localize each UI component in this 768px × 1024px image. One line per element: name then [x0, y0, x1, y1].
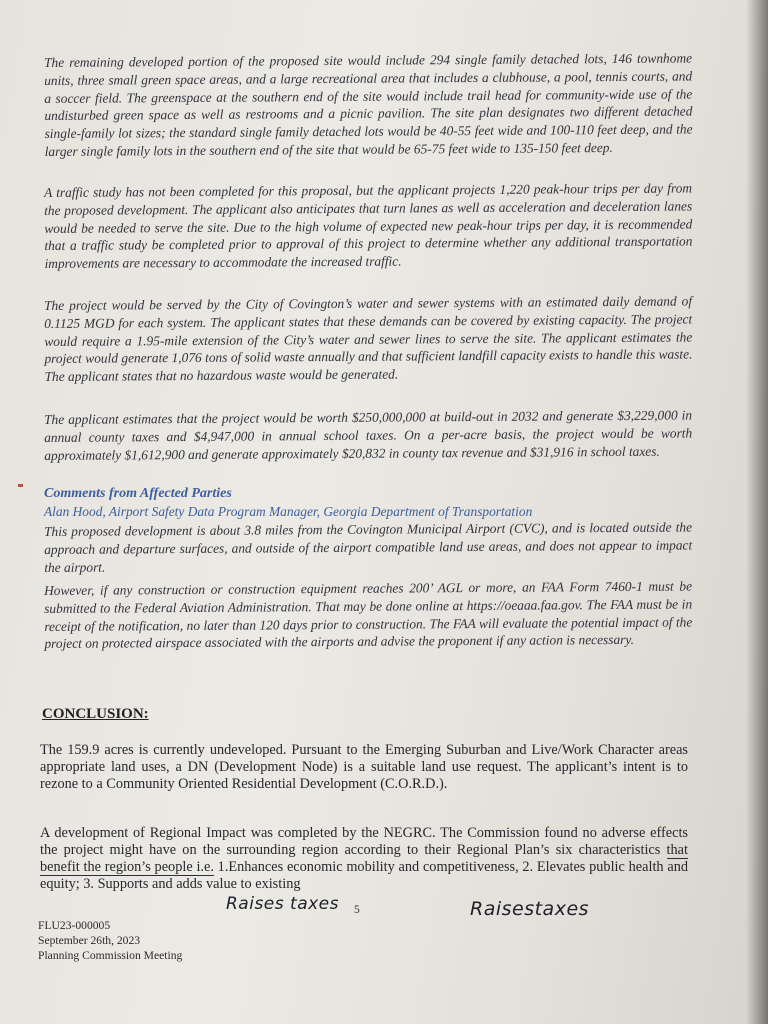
conclusion-paragraph-1: The 159.9 acres is currently undeveloped. Pursuant to the Emerging Suburban and Live/Work Character areas appropriate land uses, a DN (Development Node) is a suitable land use request. The applicant’s intent is to rezone to a Community Oriented Residential Development (C.O.R.D.). [40, 742, 688, 792]
handwritten-note-left: Raises taxes [226, 894, 339, 914]
page-edge-shadow [746, 0, 768, 1024]
conclusion-paragraph-2-start: A development of Regional Impact was completed by the NEGRC. The Commission found no adverse effects the project might have on the surrounding region according to their Regional Plan’s six characteristics [40, 825, 688, 858]
handwritten-note-right: Raisestaxes [470, 898, 590, 920]
comment-airport-distance: This proposed development is about 3.8 miles from the Covington Municipal Airport (CVC), and is located outside the approach and departure surfaces, and outside of the airport compatible land use areas, and does not appear to impact the airport. [44, 519, 693, 575]
comment-faa-notice: However, if any construction or construction equipment reaches 200’ AGL or more, an FAA Form 7460-1 must be submitted to the Federal Aviation Administration. That may be done online at https://oeaaa.faa.gov. The FAA must be in receipt of the notification, no later than 120 days prior to construction. The FAA will evaluate the potential impact of the project on protected airspace associated with the airports and advise the proponent if any action is necessary. [44, 578, 693, 652]
footer-case-number: FLU23-000005 [38, 919, 111, 932]
commenter-name: Alan Hood, Airport Safety Data Program Manager, Georgia Department of Transportation [44, 504, 533, 519]
paragraph-water-sewer: The project would be served by the City of Covington’s water and sewer systems with an estimated daily demand of 0.1125 MGD for each system. The applicant states that these demands can be covered by existing capacity. The project would require a 1.95-mile extension of the City’s water and sewer lines to serve the site. The applicant estimates the project would generate 1,076 tons of solid waste annually and that sufficient landfill capacity exists to handle this waste. The applicant states that no hazardous waste would be generated. [44, 293, 693, 385]
conclusion-paragraph-2 [40, 825, 688, 893]
footer-meeting: Planning Commission Meeting [38, 949, 183, 962]
conclusion-heading: CONCLUSION: [42, 706, 149, 722]
handwritten-underline: that benefit the region’s people i.e. [40, 842, 688, 875]
paragraph-project-value: The applicant estimates that the project would be worth $250,000,000 at build-out in 2032 and generate $3,229,000 in annual county taxes and $4,947,000 in annual school taxes. On a per-acre basis, the project would be worth approximately $1,612,900 and generate approximately $20,832 in county tax revenue and $31,916 in school taxes. [44, 407, 693, 463]
conclusion-paragraph-2-end: 1.Enhances economic mobility and competitiveness, 2. Elevates public health and equity; 3. Supports and adds value to existing [40, 859, 688, 892]
footer [38, 918, 182, 963]
page-number: 5 [354, 904, 360, 916]
comments-heading: Comments from Affected Parties [44, 486, 232, 501]
paragraph-traffic-study: A traffic study has not been completed for this proposal, but the applicant projects 1,220 peak-hour trips per day from the proposed development. The applicant also anticipates that turn lanes as well as acceleration and deceleration lanes would be needed to serve the site. Due to the high volume of expected new peak-hour trips per day, it is recommended that a traffic study be completed prior to approval of this project to determine whether any additional transportation improvements are necessary to accommodate the increased traffic. [44, 180, 693, 272]
footer-date: September 26th, 2023 [38, 934, 141, 947]
margin-mark [18, 484, 23, 487]
paragraph-site-description: The remaining developed portion of the proposed site would include 294 single family detached lots, 146 townhome units, three small green space areas, and a large recreational area that includes a clubhouse, a pool, tennis courts, and a soccer field. The greenspace at the southern end of the site would include trail head for community-wide use of the undisturbed green space as well as restrooms and a picnic pavilion. The site plan designates two different detached single-family lot sizes; the standard single family detached lots would be 40-55 feet wide and 100-110 feet deep, and the larger single family lots in the southern end of the site that would be 65-75 feet wide to 135-150 feet deep. [44, 50, 693, 159]
